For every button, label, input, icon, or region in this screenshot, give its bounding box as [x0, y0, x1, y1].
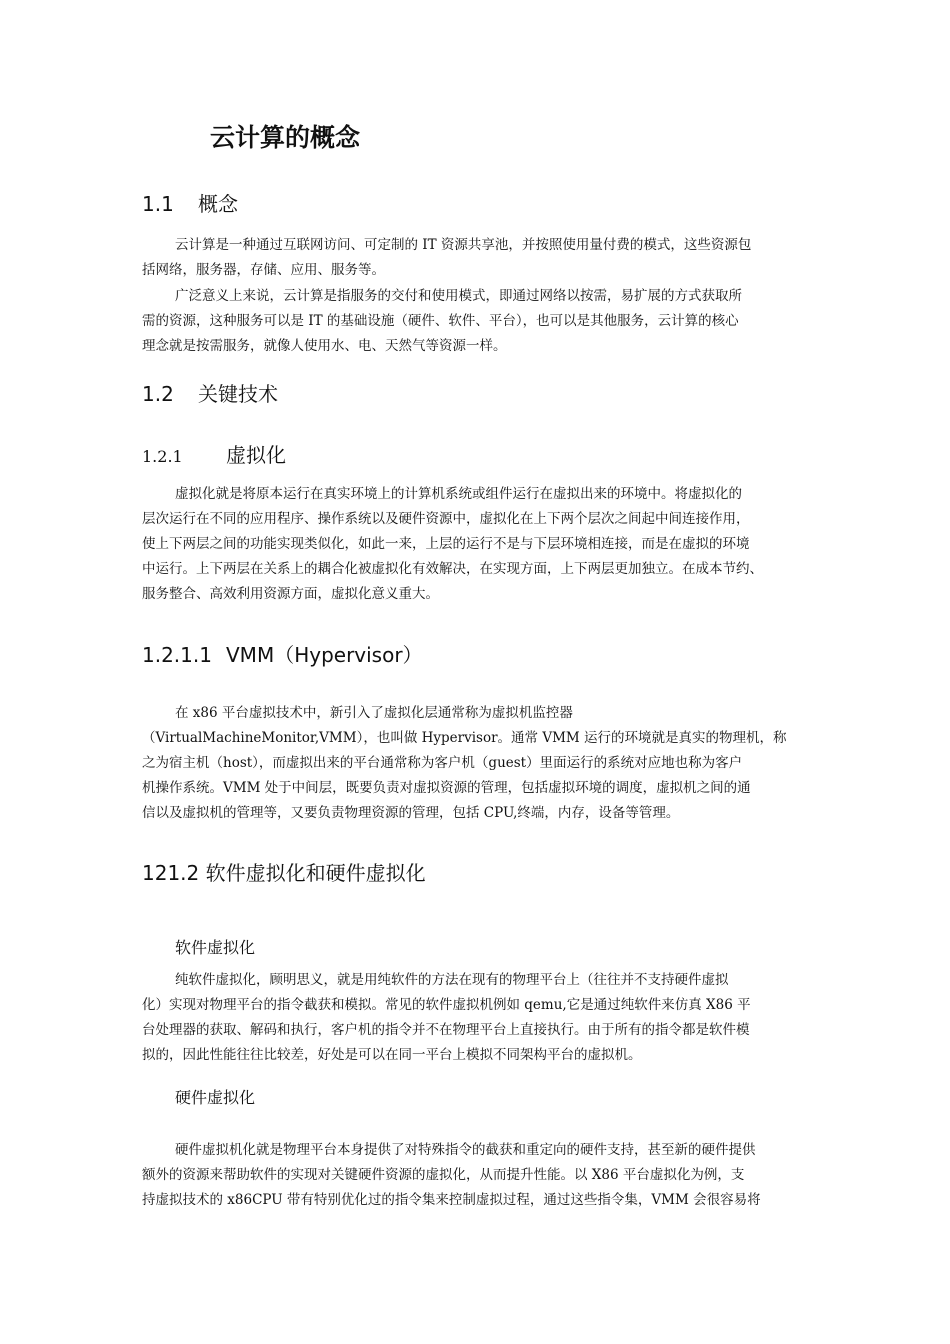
heading-1-2	[142, 378, 278, 407]
heading-121-2	[142, 857, 426, 886]
paragraph-virtualization	[142, 482, 827, 607]
text-line: 之为宿主机（host），而虚拟出来的平台通常称为客户机（guest）里面运行的系统对应地也称为客户	[142, 755, 743, 771]
paragraph-cloud-broad	[142, 284, 827, 359]
text-line: 理念就是按需服务，就像人使用水、电、天然气等资源一样。	[142, 338, 507, 354]
text-line: 在 x86 平台虚拟技术中，新引入了虚拟化层通常称为虚拟机监控器	[175, 705, 573, 721]
text-line: 云计算是一种通过互联网访问、可定制的 IT 资源共享池，并按照使用量付费的模式，这些资源包	[175, 237, 752, 253]
text-line: 持虚拟技术的 x86CPU 带有特别优化过的指令集来控制虚拟过程，通过这些指令集，VMM 会很容易将	[142, 1192, 761, 1208]
text-line: 额外的资源来帮助软件的实现对关键硬件资源的虚拟化，从而提升性能。以 X86 平台虚拟化为例，支	[142, 1167, 745, 1183]
heading-1-2-1-1	[142, 639, 423, 668]
heading-1-1	[142, 188, 238, 217]
text-line: 层次运行在不同的应用程序、操作系统以及硬件资源中，虚拟化在上下两个层次之间起中间连接作用，	[142, 511, 750, 527]
heading-number: 1.2.1	[142, 447, 183, 466]
text-line: 广泛意义上来说，云计算是指服务的交付和使用模式，即通过网络以按需，易扩展的方式获取所	[175, 288, 742, 304]
heading-text: 虚拟化	[226, 443, 286, 467]
text-line: （VirtualMachineMonitor,VMM），也叫做 Hypervisor。通常 VMM 运行的环境就是真实的物理机，称	[142, 730, 787, 746]
text-line: 化）实现对物理平台的指令截获和模拟。常见的软件虚拟机例如 qemu,它是通过纯软件来仿真 X86 平	[142, 997, 751, 1013]
text-line: 纯软件虚拟化，顾明思义，就是用纯软件的方法在现有的物理平台上（往往并不支持硬件虚拟	[175, 972, 729, 988]
text-line: 拟的，因此性能往往比较差，好处是可以在同一平台上模拟不同架构平台的虚拟机。	[142, 1047, 642, 1063]
heading-number: 1.2.1.1	[142, 643, 212, 667]
heading-text: 关键技术	[198, 382, 278, 406]
subheading-software-virtualization: 软件虚拟化	[175, 938, 256, 957]
heading-text: VMM（Hypervisor）	[226, 643, 423, 667]
heading-text: 121.2 软件虚拟化和硬件虚拟化	[142, 861, 426, 885]
paragraph-software-virtualization	[142, 968, 827, 1068]
text-line: 使上下两层之间的功能实现类似化，如此一来，上层的运行不是与下层环境相连接，而是在虚拟的环境	[142, 536, 750, 552]
paragraph-cloud-definition	[142, 233, 827, 283]
text-line: 台处理器的获取、解码和执行，客户机的指令并不在物理平台上直接执行。由于所有的指令都是软件模	[142, 1022, 750, 1038]
document-title: 云计算的概念	[210, 123, 361, 152]
heading-1-2-1	[142, 439, 286, 468]
text-line: 服务整合、高效利用资源方面，虚拟化意义重大。	[142, 586, 439, 602]
heading-number: 1.1	[142, 192, 174, 216]
text-line: 中运行。上下两层在关系上的耦合化被虚拟化有效解决，在实现方面，上下两层更加独立。在成本节约、	[142, 561, 763, 577]
text-line: 虚拟化就是将原本运行在真实环境上的计算机系统或组件运行在虚拟出来的环境中。将虚拟化的	[175, 486, 742, 502]
heading-number: 1.2	[142, 382, 174, 406]
text-line: 硬件虚拟机化就是物理平台本身提供了对特殊指令的截获和重定向的硬件支持，甚至新的硬件提供	[175, 1142, 756, 1158]
paragraph-hardware-virtualization	[142, 1138, 827, 1213]
paragraph-vmm	[142, 701, 827, 826]
text-line: 需的资源，这种服务可以是 IT 的基础设施（硬件、软件、平台），也可以是其他服务，云计算的核心	[142, 313, 739, 329]
text-line: 机操作系统。VMM 处于中间层，既要负责对虚拟资源的管理，包括虚拟环境的调度，虚拟机之间的通	[142, 780, 751, 796]
subheading-hardware-virtualization: 硬件虚拟化	[175, 1088, 256, 1107]
text-line: 括网络，服务器，存储、应用、服务等。	[142, 262, 385, 278]
text-line: 信以及虚拟机的管理等，又要负责物理资源的管理，包括 CPU,终端，内存，设备等管理。	[142, 805, 680, 821]
heading-text: 概念	[198, 192, 238, 216]
